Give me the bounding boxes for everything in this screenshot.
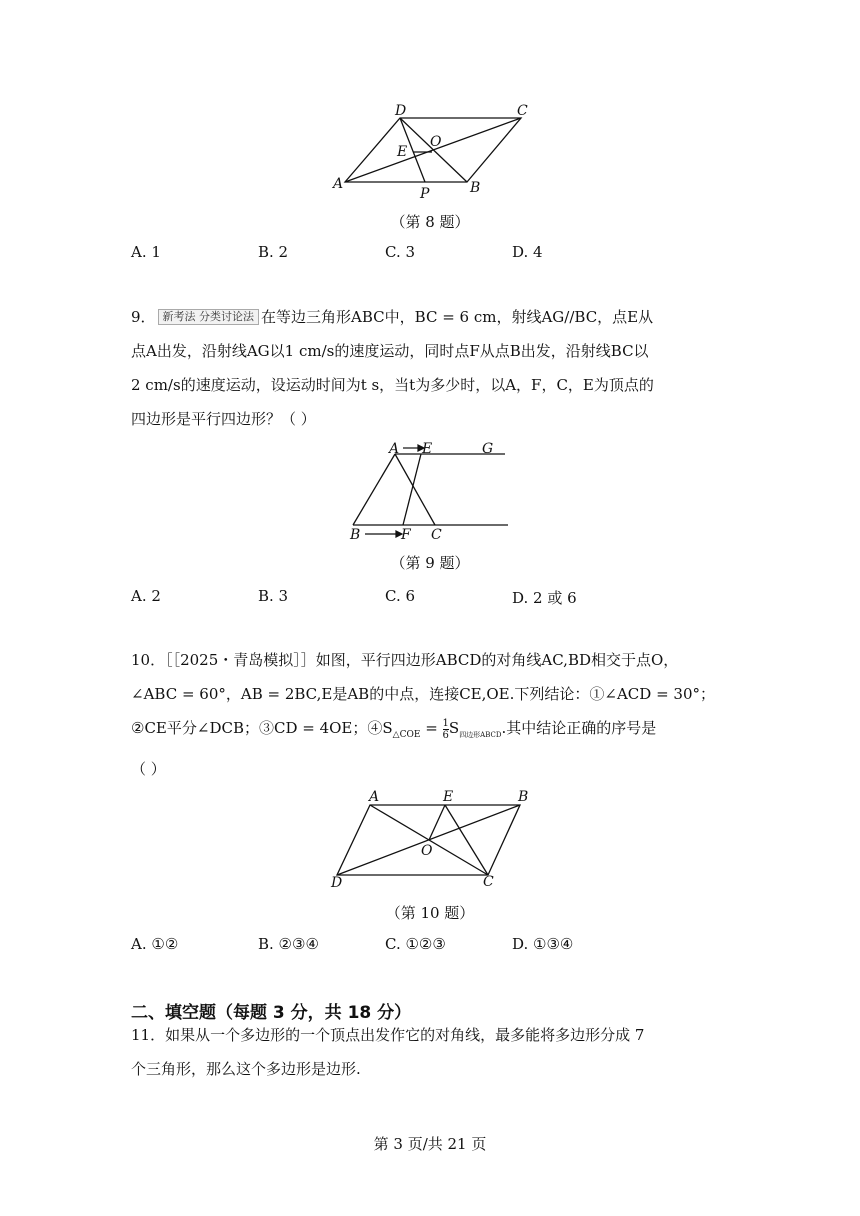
question-9 — [131, 300, 731, 436]
figure-q9 — [345, 437, 515, 545]
option-q8-a: A. 1 — [131, 243, 161, 261]
q9-method-tag: 新考法 分类讨论法 — [158, 309, 260, 325]
q10-line4: （ ） — [131, 760, 166, 778]
label-B: B — [350, 527, 361, 543]
option-q9-b: B. 3 — [258, 587, 289, 605]
option-q8-c: C. 3 — [385, 243, 416, 261]
label-E: E — [422, 441, 433, 457]
option-q10-d: D. ①③④ — [512, 935, 574, 953]
label-A: A — [389, 441, 400, 457]
label-E: E — [443, 789, 454, 805]
caption-q10: （第 10 题） — [385, 904, 475, 922]
question-11 — [131, 1018, 731, 1086]
section-heading: 二、填空题（每题 3 分，共 18 分） — [131, 1003, 412, 1023]
option-q8-d: D. 4 — [512, 243, 543, 261]
figure-q8 — [325, 100, 540, 205]
label-C: C — [483, 874, 494, 890]
label-D: D — [331, 875, 343, 891]
figure-q10 — [325, 786, 540, 894]
option-q10-b: B. ②③④ — [258, 935, 319, 953]
label-B: B — [470, 180, 481, 196]
label-O: O — [430, 134, 442, 150]
option-q10-c: C. ①②③ — [385, 935, 446, 953]
option-q9-d: D. 2 或 6 — [512, 589, 577, 607]
label-C: C — [431, 527, 442, 543]
q11-line2: 个三角形，那么这个多边形是边形. — [131, 1060, 361, 1078]
option-q9-c: C. 6 — [385, 587, 416, 605]
q10-line3: ②CE平分∠DCB；③CD = 4OE；$④S_{\triangle COE}$ = $\frac{1}{6}$ $S_{四边形ABCD}$.其中结论正确的序号是 — [131, 717, 657, 741]
label-F: F — [401, 527, 411, 543]
option-q8-b: B. 2 — [258, 243, 289, 261]
page-footer: 第 3 页/共 21 页 — [373, 1135, 487, 1153]
question-10 — [131, 643, 751, 786]
label-P: P — [420, 186, 430, 202]
q10-line1: 10．［［2025・青岛模拟］］如图，平行四边形ABCD的对角线AC,BD相交于点O， — [131, 651, 679, 669]
label-G: G — [482, 441, 494, 457]
label-E: E — [397, 144, 408, 160]
caption-q8: （第 8 题） — [390, 213, 470, 231]
label-D: D — [395, 103, 407, 119]
q10-line2: ∠ABC = 60°，AB = 2BC,E是AB的中点，连接CE,OE.下列结论：①∠ACD = 30°； — [131, 685, 715, 703]
option-q10-a: A. ①② — [131, 935, 179, 953]
caption-q9: （第 9 题） — [390, 554, 470, 572]
option-q9-a: A. 2 — [131, 587, 161, 605]
q9-line4: 四边形是平行四边形？（ ） — [131, 410, 316, 428]
q9-line1: 9． 新考法 分类讨论法 在等边三角形ABC中，BC = 6 cm，射线AG//BC，点E从 — [131, 308, 654, 326]
label-B: B — [518, 789, 529, 805]
q9-line3: 2 cm/s的速度运动，设运动时间为t s，当t为多少时，以A，F，C，E为顶点的 — [131, 376, 654, 394]
q9-line2: 点A出发，沿射线AG以1 cm/s的速度运动，同时点F从点B出发，沿射线BC以 — [131, 342, 649, 360]
label-C: C — [517, 103, 528, 119]
label-O: O — [421, 843, 433, 859]
label-A: A — [333, 176, 344, 192]
q11-line1: 11．如果从一个多边形的一个顶点出发作它的对角线，最多能将多边形分成 7 — [131, 1026, 645, 1044]
label-A: A — [369, 789, 380, 805]
